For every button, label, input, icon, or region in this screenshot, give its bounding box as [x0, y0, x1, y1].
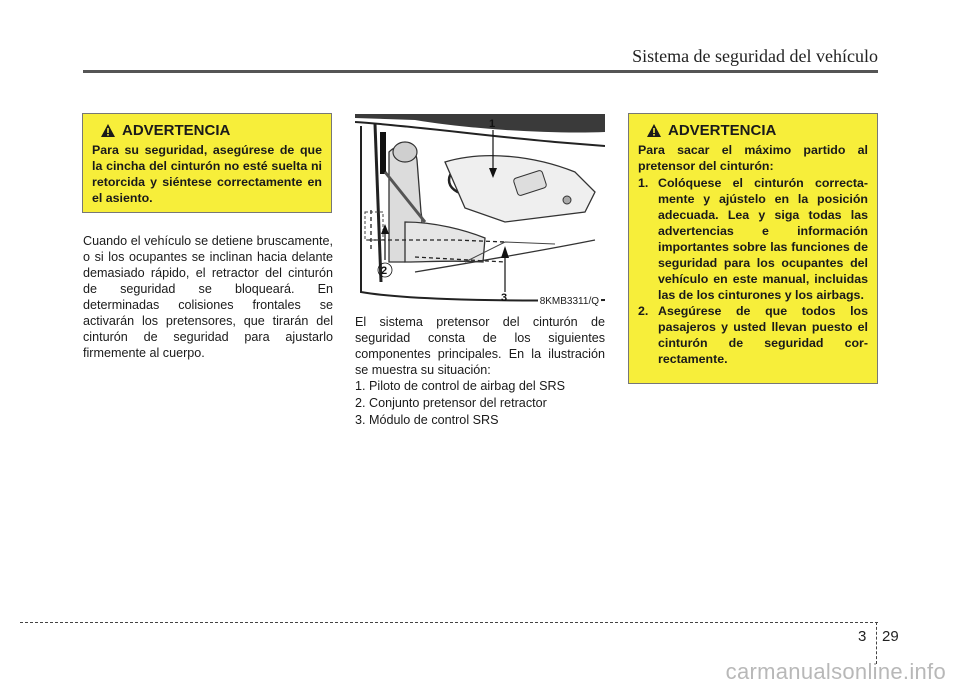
watermark: carmanualsonline.info: [725, 659, 946, 684]
body-paragraph-components: El sistema pretensor del cinturón de seguridad consta de los siguientes componentes principales. En la ilustración se muestra su situación:: [355, 315, 605, 377]
footer-dashed-rule: [20, 622, 878, 623]
warning-box-left: [82, 113, 332, 213]
list-item: 1. Piloto de control de airbag del SRS: [355, 379, 566, 393]
warning-box-right: [628, 113, 878, 384]
page-number: 29: [882, 628, 899, 645]
page-number-divider: [876, 622, 877, 664]
warning-triangle-icon: [100, 123, 116, 138]
callout-3: 3: [501, 292, 508, 304]
warning-list: [638, 175, 868, 367]
warning-title-row: [100, 122, 322, 139]
item-number: 2.: [638, 304, 649, 318]
list-item: 2. Conjunto pretensor del retractor: [355, 396, 547, 410]
item-text: Colóquese el cinturón correcta-mente y ajústelo en la posición adecuada. Lea y siga todas las advertencias e información importantes sobre las funciones de seguridad para los ocupantes del vehículo en este manual, incluidas las de los cinturones y los airbags.: [658, 176, 868, 302]
list-item: 3. Módulo de control SRS: [355, 413, 499, 427]
body-paragraph-pretensioner: Cuando el vehículo se detiene bruscamente, o si los ocupantes se inclinan hacia delante demasiado rápido, el retractor del cinturón de seguridad se bloqueará. En determinadas colisiones frontales se activarán los pretensores, que tirarán del cinturón de seguridad para ajustarlo firmemente al cuerpo.: [83, 234, 333, 360]
warning-title-row: [646, 122, 868, 139]
figure-car-interior: [355, 112, 605, 309]
chapter-number: 3: [858, 628, 867, 645]
item-text: Asegúrese de que todos los pasajeros y usted llevan puesto el cinturón de seguridad cor-rectamente.: [658, 304, 868, 366]
warning-triangle-icon: [646, 123, 662, 138]
header-rule: [83, 70, 878, 73]
car-interior-illustration: [355, 112, 605, 309]
page-header-title: Sistema de seguridad del vehículo: [632, 46, 878, 66]
item-number: 1.: [638, 176, 649, 190]
warning-content: [638, 142, 868, 367]
warning-list-item: [638, 303, 868, 367]
warning-title: ADVERTENCIA: [668, 122, 777, 139]
figure-code: 8KMB3311/Q: [539, 296, 599, 307]
warning-list-item: [638, 175, 868, 303]
warning-intro: Para sacar el máximo partido al pretensor del cinturón:: [638, 143, 868, 173]
callout-1: 1: [489, 118, 496, 130]
components-list: [355, 378, 605, 429]
callout-2: 2: [381, 265, 388, 277]
warning-title: ADVERTENCIA: [122, 122, 231, 139]
warning-text: Para su seguridad, asegúrese de que la cincha del cinturón no esté suelta ni retorcida y siéntese correctamente en el asiento.: [92, 143, 322, 205]
